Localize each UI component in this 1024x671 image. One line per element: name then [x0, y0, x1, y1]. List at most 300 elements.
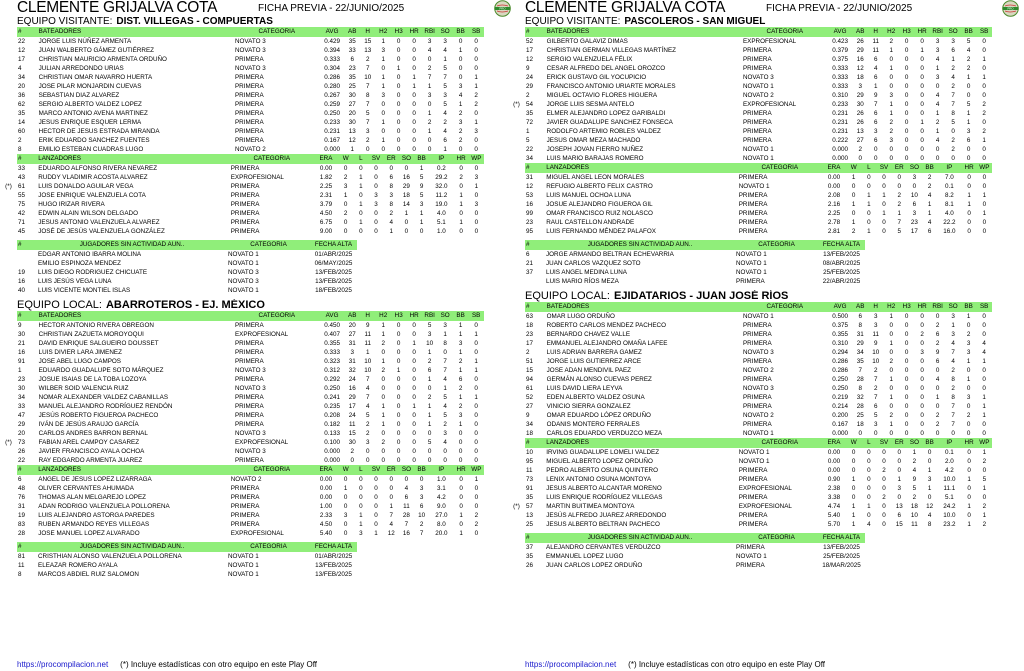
- pitchers-cell: 0: [927, 449, 932, 456]
- batters-cell: 0: [904, 376, 909, 383]
- batters-cell: NOVATO 3: [234, 65, 266, 72]
- inactive-row: [525, 277, 865, 286]
- batters-cell: NOVATO 1: [742, 430, 774, 437]
- batters-header-cell: BATEADORES: [38, 311, 234, 321]
- pitchers-cell: 0.1: [944, 449, 954, 456]
- batters-cell: 0: [966, 92, 971, 99]
- batters-cell: 7: [365, 119, 370, 126]
- batters-cell: 0: [904, 65, 909, 72]
- pitchers-cell: 8: [389, 183, 393, 190]
- pitchers-cell: 6: [389, 174, 393, 181]
- batters-cell: 7: [443, 367, 447, 374]
- batters-cell: 10: [364, 358, 372, 365]
- batters-cell: 31: [348, 358, 356, 365]
- pitchers-cell: 0: [404, 219, 409, 226]
- batters-cell: 0: [396, 119, 401, 126]
- batters-cell: 0: [474, 430, 478, 437]
- batters-cell: 12: [856, 65, 864, 72]
- batters-cell: 23: [526, 331, 534, 338]
- pitchers-cell: 1: [359, 174, 363, 181]
- pitchers-cell: 1.0: [436, 228, 446, 235]
- pitchers-cell: 4: [927, 192, 932, 199]
- batters-cell: 0.286: [324, 74, 340, 81]
- batters-cell: 1: [381, 358, 385, 365]
- batters-cell: 0.292: [324, 376, 340, 383]
- pitchers-cell: 91: [526, 485, 534, 492]
- pitchers-cell: 10.0: [943, 476, 956, 483]
- pitchers-cell: PRIMERA: [230, 494, 260, 501]
- pitchers-cell: 3: [474, 201, 479, 208]
- pitchers-cell: PRIMERA: [230, 210, 260, 217]
- batters-cell: 35: [348, 38, 356, 45]
- batters-cell: 0.208: [324, 412, 340, 419]
- batters-cell: GILBERTO GALAVIZ DIMAS: [546, 38, 628, 45]
- batters-row: [17, 411, 484, 420]
- batters-cell: 0.233: [324, 119, 340, 126]
- batters-cell: 0: [966, 421, 971, 428]
- site-link[interactable]: https://procompilacion.net: [17, 660, 109, 669]
- batters-cell: 3: [381, 47, 385, 54]
- batters-cell: 0: [396, 128, 401, 135]
- batters-cell: SERGIO ALBERTO VALDEZ LOPEZ: [38, 101, 142, 108]
- batters-cell: 0.214: [832, 403, 848, 410]
- batters-cell: 60: [18, 128, 26, 135]
- inactive-table: [17, 240, 357, 295]
- inactive-cell: 13/FEB/2025: [823, 251, 860, 258]
- batters-cell: 4: [982, 340, 986, 347]
- batters-cell: 1: [889, 110, 893, 117]
- inactive-header-cell: FECHA ALTA: [818, 240, 865, 250]
- pitchers-cell: 0: [927, 494, 932, 501]
- batters-cell: 3: [427, 92, 432, 99]
- batters-cell: 24: [526, 74, 534, 81]
- pitchers-header-cell: CATEGORIA: [738, 438, 822, 448]
- batters-cell: 0: [966, 155, 971, 162]
- batters-cell: 34: [526, 421, 534, 428]
- batters-cell: 0.423: [832, 38, 848, 45]
- inactive-cell: 19: [18, 269, 26, 276]
- batters-cell: 0: [427, 385, 432, 392]
- batters-cell: 0: [396, 385, 401, 392]
- batters-cell: 2: [889, 38, 893, 45]
- batters-cell: 73: [18, 439, 26, 446]
- batters-cell: 0.323: [324, 358, 340, 365]
- batters-header-cell: SO: [437, 311, 452, 321]
- batters-cell: 0.000: [324, 146, 340, 153]
- play-off-note-mark: (*): [513, 503, 520, 510]
- batters-cell: MIGUEL OCTAVIO FLORES HIGUERA: [546, 92, 658, 99]
- batters-cell: 0: [873, 155, 878, 162]
- batters-cell: 7: [951, 421, 955, 428]
- batters-cell: WILBER SOID VALENCIA RUIZ: [38, 385, 129, 392]
- inactive-cell: NOVATO 1: [228, 571, 259, 578]
- inactive-cell: 01/ABR/2025: [314, 553, 353, 560]
- pitchers-cell: 6: [419, 503, 424, 510]
- batters-cell: 0: [935, 430, 940, 437]
- batters-cell: JORGE LUIS NÚÑEZ ARMENTA: [38, 38, 132, 45]
- pitchers-cell: 0: [343, 521, 348, 528]
- pitchers-cell: 11.1: [943, 485, 956, 492]
- batters-cell: 8: [951, 376, 955, 383]
- batters-cell: 0: [966, 367, 971, 374]
- pitchers-cell: 0: [343, 530, 348, 537]
- batters-cell: 13: [364, 47, 372, 54]
- batters-cell: 94: [526, 376, 534, 383]
- pitchers-cell: 11: [911, 521, 918, 528]
- pitchers-cell: EDWIN ALAIN WILSON DELGADO: [38, 210, 138, 217]
- baseball-logo-icon: [1002, 0, 1019, 17]
- pitchers-cell: 8: [389, 201, 393, 208]
- pitchers-cell: 1: [927, 210, 932, 217]
- batters-header-cell: SB: [976, 302, 992, 312]
- batters-cell: 0: [412, 349, 416, 356]
- batters-cell: CHRISTIAN OMAR NAVARRO HUERTA: [38, 74, 153, 81]
- batters-cell: JESUS OMAR MEZA MACHADO: [546, 137, 641, 144]
- batters-cell: 0.200: [832, 412, 848, 419]
- inactive-cell: 6: [526, 251, 530, 258]
- pitchers-cell: 0: [343, 228, 348, 235]
- batters-cell: JESUS ENRIQUE ESQUER LERMA: [38, 119, 142, 126]
- batters-cell: 4: [935, 376, 940, 383]
- pitchers-cell: 0: [374, 165, 378, 172]
- batters-cell: 1: [381, 137, 385, 144]
- pitchers-cell: 6: [18, 476, 22, 483]
- batters-row: [525, 312, 992, 321]
- batters-cell: 1: [427, 83, 432, 90]
- pitchers-cell: 2: [389, 210, 393, 217]
- pitchers-cell: 1: [867, 228, 871, 235]
- batters-header-cell: HR: [914, 302, 929, 312]
- inactive-row: [17, 268, 357, 277]
- inactive-cell: NOVATO 1: [736, 251, 767, 258]
- pitchers-cell: 6: [897, 512, 901, 519]
- pitchers-cell: 1: [851, 512, 856, 519]
- batters-cell: FRANCISCO ANTONIO URIARTE MORALES: [546, 83, 676, 90]
- batters-cell: VINICIO SIERRA GONZALEZ: [546, 403, 631, 410]
- pitchers-cell: 1: [982, 449, 987, 456]
- pitchers-cell: 10: [910, 192, 918, 199]
- pitchers-cell: JESUS ALBERTO BELTRAN PACHECO: [546, 521, 660, 528]
- pitchers-cell: 4: [912, 467, 917, 474]
- ficha-date: FICHA PREVIA - 22/JUNIO/2025: [766, 3, 913, 14]
- batters-cell: 35: [348, 74, 356, 81]
- batters-cell: 0.219: [832, 394, 848, 401]
- pitchers-cell: 0.00: [319, 476, 333, 483]
- pitchers-header-cell: LANZADORES: [37, 154, 229, 164]
- inactive-cell: PRIMERA: [736, 278, 765, 285]
- batters-cell: 3: [935, 47, 940, 54]
- pitchers-cell: PRIMERA: [738, 201, 768, 208]
- batters-cell: 0.000: [832, 430, 848, 437]
- pitchers-cell: 18: [402, 192, 410, 199]
- batters-row: [525, 109, 992, 118]
- batters-cell: 0: [904, 128, 909, 135]
- batters-row: [17, 447, 484, 456]
- batters-cell: 0: [889, 331, 893, 338]
- pitchers-header-cell: CATEGORIA: [230, 465, 314, 475]
- pitchers-cell: 2.0: [944, 458, 954, 465]
- batters-cell: 0: [889, 146, 893, 153]
- batters-cell: 7: [365, 101, 370, 108]
- pitchers-cell: 0: [474, 494, 479, 501]
- batters-row: [17, 145, 484, 154]
- pitchers-header-cell: LANZADORES: [545, 438, 737, 448]
- batters-cell: 0: [443, 349, 447, 356]
- batters-row: [17, 438, 484, 447]
- batters-cell: 0: [474, 110, 478, 117]
- batters-cell: JOSE PILAR MONJARDIN CUEVAS: [38, 83, 142, 90]
- batters-cell: 9: [18, 322, 22, 329]
- batters-cell: 3: [858, 83, 862, 90]
- batters-cell: 1: [966, 119, 971, 126]
- batters-cell: 3: [951, 38, 955, 45]
- pitchers-cell: 1: [359, 201, 363, 208]
- batters-cell: PRIMERA: [742, 110, 772, 117]
- batters-cell: 0.267: [324, 92, 340, 99]
- batters-cell: 6: [873, 56, 878, 63]
- pitchers-row: [525, 511, 992, 520]
- batters-cell: NOVATO 1: [742, 146, 774, 153]
- pitchers-cell: 75: [18, 201, 26, 208]
- batters-row: [17, 127, 484, 136]
- pitchers-header-cell: HR: [454, 465, 469, 475]
- batters-cell: 0.286: [832, 358, 848, 365]
- batters-cell: NOVATO 2: [742, 412, 774, 419]
- pitchers-cell: 0.00: [827, 467, 841, 474]
- pitchers-cell: 1: [374, 530, 378, 537]
- batters-cell: 0: [982, 119, 986, 126]
- pitchers-cell: 2: [897, 201, 901, 208]
- batters-row: [525, 420, 992, 429]
- batters-cell: 1: [889, 313, 893, 320]
- batters-cell: 5: [443, 394, 447, 401]
- batters-cell: 35: [526, 110, 534, 117]
- batters-cell: 0: [412, 331, 416, 338]
- pitchers-cell: 1: [389, 228, 393, 235]
- batters-cell: 0: [920, 110, 924, 117]
- inactive-row: [525, 268, 865, 277]
- batters-cell: LUIS DIVIER LARA JIMENEZ: [38, 349, 122, 356]
- pitchers-cell: 0: [867, 467, 871, 474]
- pitchers-cell: 9.00: [319, 228, 333, 235]
- batters-cell: 2: [951, 367, 955, 374]
- batters-cell: IVÁN DE JESÚS ARAUJO GARCÍA: [38, 421, 139, 428]
- pitchers-cell: 4: [404, 485, 409, 492]
- batters-header-cell: SO: [437, 27, 452, 37]
- batters-row: [525, 136, 992, 145]
- pitchers-cell: 0: [897, 467, 901, 474]
- batters-cell: 0.222: [832, 137, 848, 144]
- batters-cell: 0.280: [324, 83, 340, 90]
- batters-cell: 1: [427, 412, 432, 419]
- batters-cell: JORGE LUIS SESMA ANTELO: [546, 101, 635, 108]
- pitchers-cell: PRIMERA: [230, 228, 260, 235]
- pitchers-cell: 1: [474, 476, 479, 483]
- pitchers-cell: 1: [459, 530, 463, 537]
- batters-cell: 0.375: [832, 322, 848, 329]
- inactive-cell: NOVATO 1: [228, 553, 259, 560]
- pitchers-cell: 2: [982, 503, 987, 510]
- inactive-cell: [17, 250, 37, 259]
- batters-row: [525, 145, 992, 154]
- batters-cell: 10: [364, 74, 372, 81]
- batters-cell: 0: [381, 448, 385, 455]
- batters-cell: 1: [474, 394, 478, 401]
- batters-cell: 3: [458, 412, 463, 419]
- pitchers-cell: 1: [897, 476, 901, 483]
- pitchers-cell: 14: [402, 201, 410, 208]
- batters-cell: PRIMERA: [234, 421, 264, 428]
- batters-cell: 30: [18, 385, 26, 392]
- batters-cell: CHRISTIAN ZAZUETA MOROYOQUI: [38, 331, 144, 338]
- batters-cell: 2: [966, 331, 971, 338]
- pitchers-cell: JESÚS ALFREDO JUAREZ ARREDONDO: [546, 512, 667, 519]
- batters-row: [17, 73, 484, 82]
- batters-cell: 4: [443, 128, 447, 135]
- pitchers-cell: 0: [867, 512, 871, 519]
- pitchers-cell: PRIMERA: [738, 521, 768, 528]
- pitchers-cell: 9: [419, 183, 424, 190]
- pitchers-cell: 5: [897, 228, 901, 235]
- pitchers-cell: 10: [910, 512, 918, 519]
- batters-cell: 3: [381, 92, 385, 99]
- batters-cell: 0.333: [832, 65, 848, 72]
- batters-cell: 18: [526, 430, 534, 437]
- pitchers-cell: 2: [912, 494, 917, 501]
- pitchers-cell: OMAR FRANCISCO RUIZ NOLASCO: [546, 210, 653, 217]
- batters-cell: 0: [412, 110, 416, 117]
- batters-cell: RAY EDGARDO ARMENTA JUAREZ: [38, 457, 143, 464]
- batters-cell: 0: [396, 101, 401, 108]
- batters-cell: 0: [412, 376, 416, 383]
- pitchers-header-cell: ERA: [314, 154, 338, 164]
- pitchers-cell: 0: [897, 449, 901, 456]
- batters-cell: 63: [526, 313, 534, 320]
- pitchers-cell: 0: [967, 174, 971, 181]
- batters-cell: 4: [951, 74, 955, 81]
- batters-cell: 36: [18, 92, 26, 99]
- batters-cell: 0: [904, 340, 909, 347]
- pitchers-cell: LUIS ALEJANDRO ASTORGA PAREDES: [38, 512, 155, 519]
- batters-cell: PRIMERA: [234, 101, 264, 108]
- pitchers-header-cell: ERA: [314, 465, 338, 475]
- batters-cell: PRIMERA: [234, 376, 264, 383]
- batters-header-cell: H3: [391, 27, 406, 37]
- batters-cell: 0: [396, 331, 401, 338]
- pitchers-cell: PRIMERA: [738, 476, 768, 483]
- batters-cell: 1: [427, 110, 432, 117]
- batters-cell: 0: [920, 146, 924, 153]
- batters-cell: 1: [350, 146, 354, 153]
- batters-header-cell: BB: [453, 27, 468, 37]
- pitchers-cell: 0.00: [827, 449, 841, 456]
- visitor-team-heading: [525, 16, 1022, 27]
- batters-cell: 1: [474, 119, 478, 126]
- pitchers-cell: 0: [359, 210, 363, 217]
- pitchers-cell: 95: [526, 228, 534, 235]
- batters-cell: 0: [904, 56, 909, 63]
- inactive-row: [17, 259, 357, 268]
- batters-cell: 1: [889, 376, 893, 383]
- batters-row: [525, 366, 992, 375]
- pitchers-cell: 2: [982, 458, 987, 465]
- batters-cell: 2: [458, 137, 463, 144]
- batters-header-cell: #: [17, 311, 38, 321]
- pitchers-cell: 1: [967, 521, 971, 528]
- batters-header-cell: HR: [914, 27, 929, 37]
- play-off-note-mark: (*): [5, 183, 12, 190]
- batters-cell: 0: [951, 430, 955, 437]
- batters-cell: SEBASTIAN DIAZ ALVAREZ: [38, 92, 120, 99]
- page-header: [17, 0, 514, 16]
- batters-header-cell: H2: [375, 27, 390, 37]
- batters-cell: 3: [873, 421, 878, 428]
- pitchers-cell: 1: [982, 485, 987, 492]
- batters-cell: 5: [443, 65, 447, 72]
- site-link[interactable]: https://procompilacion.net: [525, 660, 617, 669]
- batters-cell: 8: [18, 146, 22, 153]
- batters-cell: 0: [904, 155, 909, 162]
- batters-cell: 1: [412, 403, 416, 410]
- batters-cell: ERIK EDUARDO SANCHEZ FUENTES: [38, 137, 150, 144]
- pitchers-cell: 0: [459, 485, 463, 492]
- batters-row: [17, 91, 484, 100]
- pitchers-cell: 6: [927, 228, 932, 235]
- batters-cell: 0: [982, 331, 986, 338]
- pitchers-cell: 23.2: [943, 521, 956, 528]
- batters-cell: 0: [889, 56, 893, 63]
- ficha-date: FICHA PREVIA - 22/JUNIO/2025: [258, 3, 405, 14]
- batters-cell: 0: [920, 367, 924, 374]
- batters-cell: 18: [526, 322, 534, 329]
- batters-cell: 0: [889, 349, 893, 356]
- pitchers-cell: LUIS FERNANDO MÉNDEZ PALAFOX: [546, 228, 656, 235]
- batters-cell: 0: [920, 412, 924, 419]
- batters-cell: CARLOS ANDRES BARRON BERNAL: [38, 430, 148, 437]
- batters-cell: 0: [396, 38, 401, 45]
- batters-cell: 0: [904, 412, 909, 419]
- pitchers-cell: 1: [982, 512, 987, 519]
- pitchers-cell: 0: [882, 503, 886, 510]
- batters-row: [17, 348, 484, 357]
- player-name-title: CLEMENTE GRIJALVA COTA: [525, 0, 726, 16]
- batters-cell: 0: [412, 119, 416, 126]
- pitchers-cell: 1: [459, 192, 463, 199]
- batters-cell: 6: [873, 119, 878, 126]
- batters-cell: 5: [427, 439, 432, 446]
- batters-cell: 0: [412, 101, 416, 108]
- inactive-row: [525, 561, 865, 570]
- batters-cell: 16: [18, 349, 26, 356]
- pitchers-row: [525, 448, 992, 457]
- batters-header-cell: BB: [961, 27, 976, 37]
- pitchers-cell: 7: [419, 530, 424, 537]
- inactive-cell: NOVATO 3: [228, 269, 259, 276]
- pitchers-cell: 0: [474, 503, 479, 510]
- batters-cell: 0: [951, 155, 955, 162]
- pitchers-cell: 0: [374, 228, 378, 235]
- batters-cell: 6: [935, 358, 940, 365]
- batters-cell: JOSE ABEL LUGO CAMPOS: [38, 358, 122, 365]
- batters-cell: 2: [365, 56, 370, 63]
- pitchers-row: [525, 218, 992, 227]
- batters-cell: 3: [951, 313, 955, 320]
- batters-cell: 0: [412, 128, 416, 135]
- pitchers-cell: 0: [474, 210, 479, 217]
- batters-cell: 9: [526, 412, 530, 419]
- pitchers-cell: 0: [867, 485, 871, 492]
- pitchers-cell: 73: [526, 476, 534, 483]
